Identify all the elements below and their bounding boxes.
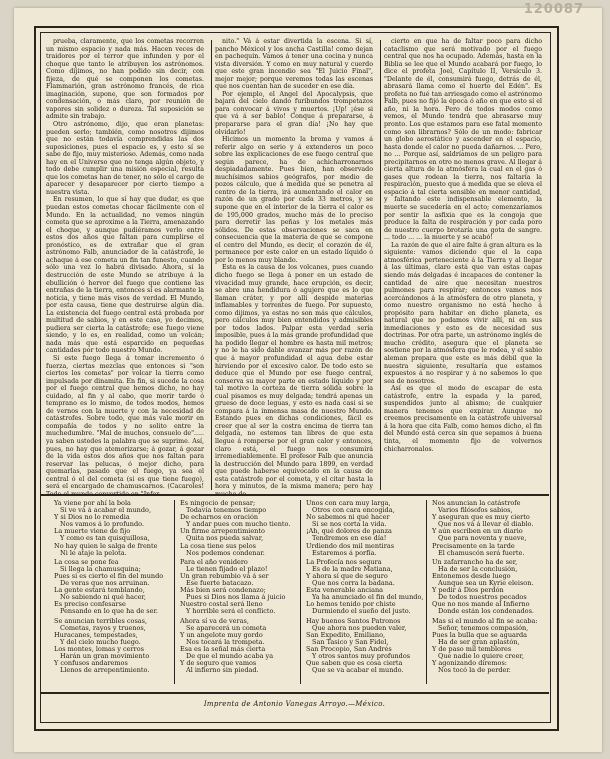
verse-line: Que para noventa y nueve, xyxy=(438,534,527,543)
verse-line: Lo hemos tenido por chiste xyxy=(306,600,396,609)
verse-divider xyxy=(300,500,301,684)
verse-line: Ya viene por ahí la bola xyxy=(54,499,131,507)
verse-stanza xyxy=(54,559,174,616)
verse-section xyxy=(46,500,543,690)
verse-line: Y ahora sí que de seguro xyxy=(306,571,388,580)
verse-line: La cosa tiene sus pelos xyxy=(180,541,256,550)
verse-line: La cosa se pone fea xyxy=(54,557,119,566)
verse-line: Y agonizando diremos: xyxy=(432,659,507,668)
verse-line: Le tienen fijado el plazo! xyxy=(186,564,268,573)
verse-line: Y si Dios no lo remedia xyxy=(54,513,130,522)
verse-stanza xyxy=(306,500,426,557)
verse-stanza xyxy=(432,618,552,675)
paragraph: La razón de que el aire falte á gran altura es la siguiente: vamos diciendo que el la capa atmosférica perteneciente á la Tierra y al llegar á las últimas, claro está que van estas capas siendo más delgadas é incapaces de contener la cantidad de aire que necesitan nuestros pulmones para respirar; entonces vamos nos acercándonos á la atmósfera de otro planeta, y como nuestro organismo no está hecho á propósito para habitar en dicho planeta, es natural que no podamos vivir allí, ni en sus inmediaciones y esto es de necesidad sus doctrinas. Por otra parte, un astrónomo inglés de mucho crédito, asegura que el planeta se sostiene por la atmósfera que le rodea, y el sabio aleman prepara que este es más débil que la nuestra siguiente, resultaría que estamos expuestos á no respirar y á no sabemos lo que sea de nosotros. xyxy=(384,241,542,385)
verse-line: Señor, tenemos compasión, xyxy=(438,623,529,632)
verse-line: Es ningocio de pensar; xyxy=(180,499,256,507)
verse-line: Si se nos corta la vida. xyxy=(312,520,387,529)
verse-line: Que nos vá á llevar el diablo. xyxy=(438,520,534,529)
verse-line: Que nos corra la badana. xyxy=(312,579,395,588)
verse-line: Y como es tan quisquillosa, xyxy=(60,534,150,543)
verse-line: No sabiendo ni qué hacer, xyxy=(60,593,146,602)
verse-line: Ha de ser gran aplastón, xyxy=(438,637,520,646)
verse-line: La muerte viene de fijo xyxy=(54,527,131,536)
verse-line: Y horrible será el conflicto. xyxy=(186,607,276,616)
verse-line: Y de seguro que vamos xyxy=(180,659,257,668)
verse-line: Nos anuncian la catástrofe xyxy=(432,499,521,507)
verse-line: Se aparecerá un cometa xyxy=(186,623,267,632)
verse-line: Todavía tenemos tiempo xyxy=(186,506,267,515)
verse-line: Otros con cara encogida, xyxy=(312,506,395,515)
verse-line: Ni le ataje la pelota. xyxy=(60,548,127,557)
verse-stanza xyxy=(432,559,552,616)
verse-stanza xyxy=(54,618,174,675)
paragraph: Esta es la causa de los volcanes, pues cuando dicho fuego se llega á poner en un estado de vivacidad muy grande, hace erupción, es decir, se abre una hendidura ó agujero que es lo que llaman cráter, y por allí despide materias inflamables y torrentes de fuego. Por supuesto, como dijimos, ya estas no son más que cálculos, pero cálculos muy bien entendidos y admisibles por todos lados. Palpar esta verdad sería imposible, pues á la más grande profundidad que ha podido llegar el hombre es hasta mil metros; y no le ha sido dable avanzar más por razón de que á mayor profundidad el agua debe estar hirviendo por el excesivo calor. De todo esto se deduce que el Mundo por ese fuego central, conserva su mayor parte en estado líquido y por tal motivo la corteza de tierra sólida sobre la cual pisamos es muy delgada; tendrá apenas un grueso de doce leguas, y esto es nada casi si se compara á la inmensa masa de nuestro Mundo. Estando pues en dichas condiciones, fácil es creer que al ser la costra encima de tierra tan delgada, no estemos tan libres de que esta llegue á romperse por el gran calor y entonces, claro está, el fuego nos consumirá irremediablemente. El profesor Falb que anuncia la destrucción del Mundo para 1899, en verdad que puede haberse equivocado en la causa de esta catástrofe por el cometa, y el citar hasta la hora y minutos, de la misma manera; pero hay mucho de xyxy=(215,264,373,498)
paragraph: cierto en que ha de faltar poco para dicho cataclismo que será motivado por el fuego central que nos ha ocupado. Además, hasta en la Biblia se lee que el Mundo acabará por fuego, lo dice el profeta Joel, Capítulo II, Versículo 3. "Delante de él, consumirá fuego, detrás de él, abrasará llama como el huerto del Edén". Es profeta no fué tan arriesgado como el astrónomo Falb, pues no fijó la época ó año en que esto sí el año, ni la hora. Pero de todos modos como vemos, el Mundo tendrá que abrasarse muy pronto. Los que estamos para ese fatal momento como son librarnos? Sólo de un modo: fabricar un globo aerostático y ascender en el espacio, hasta donde el calor no pueda dañarnos. ... Pero, no ... Porque así, saldríamos de un peligro para precipitarnos en otro no menos grave. Al llegar á cierta altura de la atmósfera la cual en el gas ó gases que rodean la tierra, nos faltaría la respiración, puesto que á medida que se eleva el espacio á tal cierta sensible en menor cantidad, y faltando este indispensable elemento, la muerte se sucedería en el acto; comenzaríamos por sentir la asfixia que es la congoja que produce la falta de respiración y por cada poro de nuestro cuerpo brotaría una gota de sangre. ... todo ... ... la muerte y se acabó! xyxy=(384,38,542,242)
verse-line: San Tasico y San Fidel, xyxy=(312,637,389,646)
prose-column-1 xyxy=(46,38,204,498)
verse-line: Llenos de arrepentimiento. xyxy=(60,666,150,675)
verse-line: Nos vamos á lo profundo. xyxy=(60,520,145,529)
verse-line: Es de la madre Matiana, xyxy=(312,564,393,573)
verse-column-3 xyxy=(306,500,426,690)
verse-line: Y otros santos muy profundos xyxy=(312,651,411,660)
verse-line: Pues si Dios nos llama á juicio xyxy=(186,593,286,602)
paragraph: Así es que el modo de escapar de esta catástrofe, entre la espada y la pared, suspendidos junto al abismo; de cualquier manera tenemos que expirar. Aunque no creemos precisamente en la catástrofe universal á la hora que cita Falb, como hemos dicho, el fin del Mundo está cerca sin que sepamos á buena tinta, el momento fijo de volvernos chicharronalos. xyxy=(384,385,542,453)
verse-line: Esa es la señal más cierta xyxy=(180,644,266,653)
column-divider xyxy=(380,40,381,490)
verse-stanza xyxy=(432,500,552,557)
verse-stanza xyxy=(180,618,300,675)
verse-line: Ya ha anunciado el fin del mundo, xyxy=(312,593,424,602)
verse-line: Que saben que es cosa cierta xyxy=(306,659,403,668)
verse-line: La Profecía nos segura xyxy=(306,557,382,566)
verse-line: Quita nos pueda salvar, xyxy=(186,534,264,543)
verse-line: Al infierno sin piedad. xyxy=(186,666,259,675)
verse-line: Y de paso mil temblores xyxy=(432,644,512,653)
verse-line: Precisamente en la tarde xyxy=(432,541,515,550)
verse-line: Un gran rebumbio vá á ser xyxy=(180,571,269,580)
verse-line: Los montes, lomas y cerros xyxy=(54,644,144,653)
verse-line: San Procopio, San Andrés xyxy=(306,644,392,653)
verse-line: Donde están los condenados. xyxy=(438,607,534,616)
footer-divider xyxy=(40,692,549,694)
verse-line: No sabemos ni qué hacer xyxy=(306,513,390,522)
paragraph: Hicimos un momento la broma y vamos á referir algo en serio y á extenderos un poco sobre las explicaciones de ese fuego central que según parece, ha de achicharronarnos despiadadamente. Pues bien, han observado muchísimos sabios geógrafos, por medio de pozos cálculo, que á medida que se penetra al centro de la tierra, irá aumentando el calor en razón de un grado por cada 33 metros, y se supone que en el interior de la tierra el calor es de 195,000 grados, mucho más de lo preciso para derretir las peñas y los metales más sólidos. De estas observaciones se saca en consecuencia que la materia de que se compone el centro del Mundo, es decir, el corazón de él, permanece por este calor en un estado líquido ó por lo menos muy blando. xyxy=(215,136,373,264)
verse-line: Tendremos en ese día! xyxy=(312,534,387,543)
paragraph: Si este fuego llega á tomar incremento ó fuerza, ciertas mezclas que entonces si "son ciertos los cometas" por volcar la tierra como impulsada por dinamita. En fin, si sucede la cosa por el fuego central que hemos dicho, no hay cuidado, al fin y al cabo, que morir tarde ó temprano es lo mismo, de todos modos, hemos de vernos con la muerte y con la necesidad de catástrofes. Sobre todo, que más vale morir en compañía de todos y no solito entre la muchedumbre. "Mal de muchos, consuelo de"..... ya saben ustedes la palabra que se suprime. Así, pues, no hay que atemorizarse; á gozar, á gozar de la vida estos dos años que nos faltan para reservar las pelucas, ó mejor dicho, para quemarlas, pasado que el fuego, ya sea el central ó el del cometa (si es que tiene fuego), será el encargado de chamuscarnos. (Cacaroles! Todo el mundo convertido en "Infer- xyxy=(46,354,204,498)
verse-line: Ese fuerte batacazo. xyxy=(186,579,254,588)
verse-line: Mas si el mundo al fin se acaba: xyxy=(432,616,538,625)
paragraph: Otro astrónomo, dijo, que eran planetas: pueden serlo; también, como nosotros dijimos que no están todavía comprendidas las dos suposiciones, pues el espacio es, y esto sí se sabe de fijo, muy misterioso. Además, como nada hay en el Universo que no tenga algún objeto, y todo debe cumplir una misión especial, resulta que los cometas han de tener, no sólo el cargo de aparecer y desaparecer por cierto tiempo a nuestra vista. xyxy=(46,121,204,196)
verse-line: Cometas, rayos y truenos, xyxy=(60,623,146,632)
verse-line: Si llega la chamusquina; xyxy=(60,564,141,573)
verse-line: Urdiendo dos mil mentiras xyxy=(306,541,395,550)
paragraph: nito." Vá á estar divertida la escena. Si sí, pancho Méxicol y los ancha Castilla! como dejan en pachequin. Vamos á tener una cocina y nunca vista diversión. Y como en muy natural y cuerdo que este gran incendio sea "El Juicio Final", mejor mejor; porque veremos todas las escenas que nos cuentan han de suceder en ese día. xyxy=(215,38,373,91)
verse-line: La gente estará temblando, xyxy=(54,586,145,595)
verse-line: Un firme arrepentimiento xyxy=(180,527,265,536)
verse-column-2 xyxy=(180,500,300,690)
printer-imprint: Imprenta de Antonio Vanegas Arroyo.—México. xyxy=(203,700,386,708)
verse-line: Y un angelote muy gordo xyxy=(180,630,263,639)
verse-divider xyxy=(426,500,427,684)
paragraph: prueba, claramente, que los cometas recorren un mismo espacio y nada más. Hacen veces de traidores por el terror que infunden y por el choque que tanto le atribuyen los astrónomos. Como dijimos, no han podido sin decir, con fijeza, de qué se componen los cometas. Flammarión, gran astrónomo francés, de rica imaginación, supone, que son formados por condensación, o más claro, por reunión de vapores sin solidez o dureza. Tal suposición se admite sin trabajo. xyxy=(46,38,204,121)
verse-line: Durmiendo el sueño del justo. xyxy=(312,607,411,616)
column-divider xyxy=(211,40,212,490)
verse-line: Y confusos andaremos xyxy=(54,659,128,668)
verse-line: Y aseguran que es muy cierto xyxy=(432,513,530,522)
verse-line: Hay buenos Santos Patronos xyxy=(306,616,401,625)
prose-column-2 xyxy=(215,38,373,498)
verse-line: De que el mundo acaba ya xyxy=(186,651,274,660)
verse-line: Más bien será condenazo; xyxy=(180,586,266,595)
prose-section xyxy=(46,38,543,498)
verse-line: De echarnos en oración xyxy=(180,513,259,522)
verse-divider xyxy=(174,500,175,684)
paragraph: Por ejemplo, el Angel del Apocalypsis, que bajará del cielo dando furibundos trompetazos para convocar á vivos y muertos. ¡Up! ¡ése si que vá á ser bablo! Conque á prepararse, á prepararse para el gran día! ¡No hay que olvidarlo! xyxy=(215,90,373,136)
section-divider xyxy=(40,494,549,496)
verse-line: Que ahora nos pueden valer, xyxy=(312,623,407,632)
verse-stanza xyxy=(306,559,426,616)
verse-line: Ha de ser la conclusión, xyxy=(438,564,518,573)
verse-stanza xyxy=(306,618,426,675)
verse-line: Para el año venidero xyxy=(180,557,248,566)
verse-line: Harán un gran movimiento xyxy=(60,651,150,660)
verse-line: Que no nos mande al Infierno xyxy=(432,600,530,609)
verse-line: Nuestro costal será lleno xyxy=(180,600,263,609)
verse-line: Varios filósofos sabios, xyxy=(438,506,513,515)
verse-column-4 xyxy=(432,500,552,690)
verse-stanza xyxy=(180,500,300,557)
verse-line: El chamuscón será fuerte. xyxy=(438,548,525,557)
verse-line: Pensando en lo que ha de ser. xyxy=(60,607,158,616)
verse-line: Un zafarrancho ha de ser, xyxy=(432,557,518,566)
verse-line: ¡Ah, qué dolores de panza xyxy=(306,527,392,536)
verse-line: Que nadie lo quiere creer, xyxy=(438,651,524,660)
verse-stanza xyxy=(54,500,174,557)
verse-line: Se anuncian terribles cosas, xyxy=(54,616,148,625)
verse-line: Nos podemos condenar. xyxy=(186,548,265,557)
verse-line: Y aún escriben en un diario xyxy=(432,527,523,536)
verse-line: Unos con cara muy larga, xyxy=(306,499,391,507)
verse-line: Huracanes, tempestades, xyxy=(54,630,138,639)
verse-stanza xyxy=(180,559,300,616)
verse-line: Y del cielo mucho fuego. xyxy=(60,637,141,646)
verse-line: Pues la bulla que se aguarda xyxy=(432,630,528,639)
verse-line: Aunque sea un Kyrie eleison. xyxy=(438,579,534,588)
verse-line: Si ve vá á acabar el mundo, xyxy=(60,506,152,515)
verse-line: De veras que nos arruinan. xyxy=(60,579,150,588)
verse-line: Y andar pues con mucho tiento. xyxy=(186,520,291,529)
verse-line: Nos tocará la trompeta. xyxy=(186,637,265,646)
verse-line: No hay quien le salga de frente xyxy=(54,541,158,550)
verse-line: Pues si es cierto el fin del mundo xyxy=(54,571,164,580)
verse-line: Es preciso confesarse xyxy=(54,600,126,609)
verse-line: Entonemos desde luego xyxy=(432,571,511,580)
verse-column-1 xyxy=(54,500,174,690)
verse-line: Esta venerable anciana xyxy=(306,586,384,595)
verse-line: Estaremos á porfía. xyxy=(312,548,377,557)
verse-line: Nos tocó la de perder. xyxy=(438,666,511,675)
prose-column-3 xyxy=(384,38,542,493)
verse-line: Ahora sí va de veras, xyxy=(180,616,249,625)
verse-line: Y pedir á Dios perdón xyxy=(432,586,504,595)
verse-line: San Expedito, Emiliano, xyxy=(306,630,386,639)
paragraph: En resumen, lo que sí hay que dudar, es que puedan estos cometas chocar fácilmente con el Mundo. En la actualidad, no vemos ningún cometa que se aproxime a la Tierra, amenazando el choque, y aunque pudiéramos verlo entre estos dos años que faltan para cumplirse el pronóstico, es de extrañar que el gran astrónomo Falb, anunciador de la catástrofe, le achaque á ese cometa un fin tan funesto, cuando sólo una vez lo habrá divisado. Ahora, si la destrucción de este Mundo se atribuye á la ebullición ó hervor del fuego que contiene las entrañas de la tierra, entonces sí es alarmante la noticia, y tiene más visos de verdad. El Mundo, por esta causa, tiene que destruirse algún día. La existencia del fuego central está probada por multitud de sabios, y en este caso, yo decimos, pudiera ser cierta la catástrofe; ese fuego viene siendo, y lo es, en realidad, como un volcán; nada más que está esparcido en pequeñas cantidades por todo nuestro Mundo. xyxy=(46,196,204,355)
folio-number: 120087 xyxy=(523,2,584,17)
verse-line: Que se va acabar el mundo. xyxy=(312,666,404,675)
verse-line: De todos nuestros pecados xyxy=(438,593,527,602)
